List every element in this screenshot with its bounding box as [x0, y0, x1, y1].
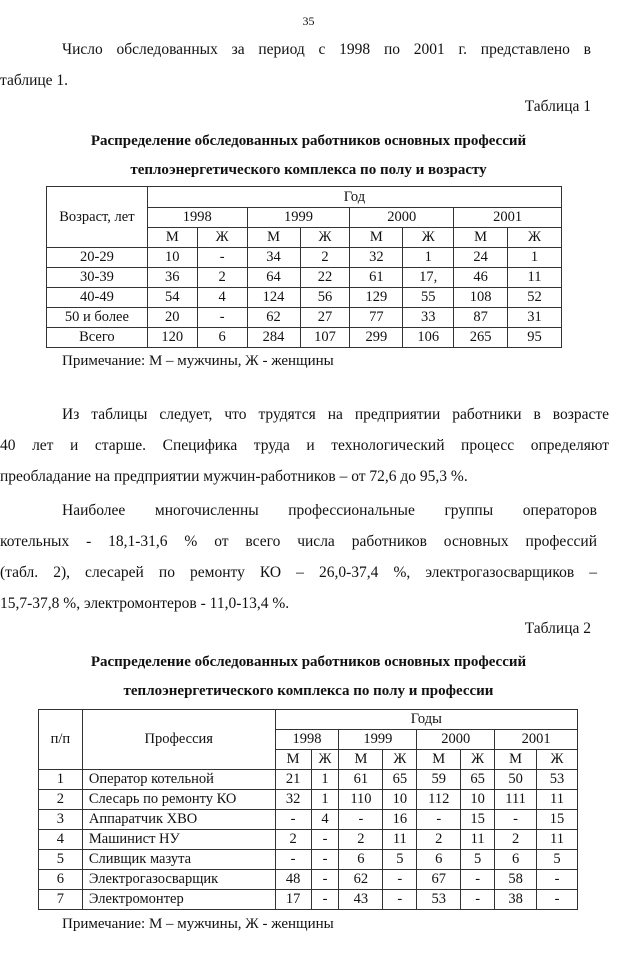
table2-cell: - [383, 890, 417, 910]
table1-row-label: 40-49 [47, 288, 148, 308]
table1-sex-header: Ж [300, 228, 350, 248]
table-row [39, 770, 578, 790]
table2-row-number: 4 [39, 830, 83, 850]
table1-sex-header: Ж [403, 228, 454, 248]
table1-cell: 61 [350, 268, 403, 288]
table2-num-header: п/п [39, 710, 83, 770]
table2-cell: - [311, 830, 339, 850]
table2-cell: 2 [275, 830, 311, 850]
table2-sex-header: Ж [537, 750, 578, 770]
table1-sex-header: М [350, 228, 403, 248]
table2-label: Таблица 2 [524, 620, 591, 637]
table2-cell: - [311, 870, 339, 890]
table1-title-line-1: Распределение обследованных работников основных профессий [90, 133, 527, 149]
table2-cell: 6 [495, 850, 537, 870]
table1-cell: 55 [403, 288, 454, 308]
table2-row-number: 3 [39, 810, 83, 830]
table1-note: Примечание: М – мужчины, Ж - женщины [62, 353, 334, 369]
table2-cell: 1 [311, 770, 339, 790]
table2-cell: 2 [417, 830, 461, 850]
table2-cell: 11 [383, 830, 417, 850]
table2-sex-header: Ж [461, 750, 495, 770]
table2-cell: 38 [495, 890, 537, 910]
table1-cell: 2 [197, 268, 247, 288]
table2-row-number: 6 [39, 870, 83, 890]
table2-year-header: 2001 [495, 730, 578, 750]
body-paragraph-2 [0, 495, 617, 619]
table2-cell: 2 [495, 830, 537, 850]
p2-line-2: котельных - 18,1-31,6 % от всего числа работников основных профессий [0, 533, 597, 550]
table1-cell: 11 [508, 268, 562, 288]
table2-row-number: 7 [39, 890, 83, 910]
table2-row-profession: Аппаратчик ХВО [82, 810, 275, 830]
table1-cell: - [197, 248, 247, 268]
table2-cell: - [275, 810, 311, 830]
table1-cell: 33 [403, 308, 454, 328]
table1-cell: 95 [508, 328, 562, 348]
table1-sex-header: М [147, 228, 197, 248]
table2-cell: - [311, 850, 339, 870]
table2-cell: 53 [417, 890, 461, 910]
table1-cell: 24 [454, 248, 508, 268]
table2-cell: 65 [461, 770, 495, 790]
table2-cell: - [417, 810, 461, 830]
table2-cell: 62 [339, 870, 383, 890]
table2-sex-header: М [417, 750, 461, 770]
table1-cell: 4 [197, 288, 247, 308]
table1-sex-header: Ж [197, 228, 247, 248]
table1-cell: 107 [300, 328, 350, 348]
table2-cell: 5 [383, 850, 417, 870]
table2-cell: 58 [495, 870, 537, 890]
table2-row-profession: Оператор котельной [82, 770, 275, 790]
table2-year-header: 1999 [339, 730, 417, 750]
table1-cell: 1 [508, 248, 562, 268]
table1-cell: 10 [147, 248, 197, 268]
table1-year-header: 2000 [350, 208, 454, 228]
table2-cell: 1 [311, 790, 339, 810]
table1-cell: - [197, 308, 247, 328]
table2-cell: 61 [339, 770, 383, 790]
intro-paragraph [0, 34, 617, 96]
table1-year-header: 2001 [454, 208, 562, 228]
table2-cell: 50 [495, 770, 537, 790]
p2-line-1: Наиболее многочисленны профессиональные группы операторов [62, 502, 597, 519]
table-row [39, 830, 578, 850]
table-row [39, 810, 578, 830]
table2-sex-header: М [275, 750, 311, 770]
table2-cell: 67 [417, 870, 461, 890]
table1-cell: 265 [454, 328, 508, 348]
table1-year-header: 1999 [247, 208, 350, 228]
table-row [39, 850, 578, 870]
table2-note: Примечание: М – мужчины, Ж - женщины [62, 916, 334, 932]
table2 [38, 709, 578, 910]
table2-cell: 32 [275, 790, 311, 810]
table2-cell: 21 [275, 770, 311, 790]
table1-cell: 17, [403, 268, 454, 288]
table1-title-line-2: теплоэнергетического комплекса по полу и возрасту [130, 162, 487, 178]
table1-row-label: 20-29 [47, 248, 148, 268]
table1-cell: 108 [454, 288, 508, 308]
table2-year-header: 2000 [417, 730, 495, 750]
table2-profession-header: Профессия [82, 710, 275, 770]
table2-cell: 11 [537, 830, 578, 850]
table2-cell: 10 [461, 790, 495, 810]
table1-cell: 106 [403, 328, 454, 348]
table1-cell: 64 [247, 268, 300, 288]
table1-cell: 1 [403, 248, 454, 268]
table1-cell: 46 [454, 268, 508, 288]
table1-title [0, 127, 617, 185]
table2-group-header: Годы [275, 710, 577, 730]
table1-row-label: 50 и более [47, 308, 148, 328]
table2-row-profession: Слесарь по ремонту КО [82, 790, 275, 810]
table2-cell: - [275, 850, 311, 870]
table1-cell: 34 [247, 248, 300, 268]
table1-sex-header: М [454, 228, 508, 248]
p1-line-3: преобладание на предприятии мужчин-работников – от 72,6 до 95,3 %. [0, 468, 468, 485]
page-number: 35 [302, 14, 315, 28]
table1-cell: 6 [197, 328, 247, 348]
p2-line-4: 15,7-37,8 %, электромонтеров - 11,0-13,4 %. [0, 595, 290, 612]
table-row [47, 308, 562, 328]
table1-cell: 27 [300, 308, 350, 328]
table2-sex-header: Ж [383, 750, 417, 770]
table2-year-header: 1998 [275, 730, 339, 750]
table1-row-label: 30-39 [47, 268, 148, 288]
table1-group-header: Год [147, 187, 561, 208]
table1-cell: 22 [300, 268, 350, 288]
p1-line-2: 40 лет и старше. Специфика труда и технологический процесс определяют [0, 437, 609, 454]
table2-cell: - [495, 810, 537, 830]
body-paragraph-1 [0, 399, 617, 492]
table2-cell: 11 [537, 790, 578, 810]
table2-cell: 48 [275, 870, 311, 890]
table-row [47, 248, 562, 268]
table2-cell: - [311, 890, 339, 910]
table1-sex-header: Ж [508, 228, 562, 248]
table2-cell: - [537, 890, 578, 910]
table2-row-profession: Сливщик мазута [82, 850, 275, 870]
table1-cell: 124 [247, 288, 300, 308]
table2-cell: - [383, 870, 417, 890]
table1-cell: 52 [508, 288, 562, 308]
table2-cell: 15 [461, 810, 495, 830]
table2-cell: 53 [537, 770, 578, 790]
table2-cell: 6 [417, 850, 461, 870]
table2-cell: 112 [417, 790, 461, 810]
table2-row-profession: Машинист НУ [82, 830, 275, 850]
table2-cell: - [339, 810, 383, 830]
table2-cell: 15 [537, 810, 578, 830]
table2-cell: 111 [495, 790, 537, 810]
intro-line-1: Число обследованных за период с 1998 по 2001 г. представлено в [62, 41, 591, 58]
table1-cell: 299 [350, 328, 403, 348]
table-row [39, 890, 578, 910]
table2-row-profession: Электрогазосварщик [82, 870, 275, 890]
table1-cell: 32 [350, 248, 403, 268]
table2-cell: 65 [383, 770, 417, 790]
intro-line-2: таблице 1. [0, 72, 69, 89]
table2-cell: 43 [339, 890, 383, 910]
table2-sex-header: М [495, 750, 537, 770]
table1-cell: 284 [247, 328, 300, 348]
table1 [46, 186, 562, 348]
table2-sex-header: Ж [311, 750, 339, 770]
table1-cell: 31 [508, 308, 562, 328]
table1-sex-header: М [247, 228, 300, 248]
table-row [47, 328, 562, 348]
table1-cell: 62 [247, 308, 300, 328]
table1-cell: 87 [454, 308, 508, 328]
table2-cell: 11 [461, 830, 495, 850]
table1-cell: 36 [147, 268, 197, 288]
table2-cell: 10 [383, 790, 417, 810]
table1-corner-header: Возраст, лет [47, 187, 148, 248]
table1-row-label: Всего [47, 328, 148, 348]
table2-cell: - [461, 890, 495, 910]
table2-sex-header: М [339, 750, 383, 770]
table2-cell: - [461, 870, 495, 890]
table-row [47, 288, 562, 308]
table2-cell: 4 [311, 810, 339, 830]
table1-label: Таблица 1 [524, 98, 591, 115]
table2-cell: 5 [461, 850, 495, 870]
table-row [47, 268, 562, 288]
p1-line-1: Из таблицы следует, что трудятся на предприятии работники в возрасте [62, 406, 609, 423]
table-row [39, 790, 578, 810]
table-row [39, 870, 578, 890]
table2-cell: 5 [537, 850, 578, 870]
table2-cell: 2 [339, 830, 383, 850]
p2-line-3: (табл. 2), слесарей по ремонту КО – 26,0-37,4 %, электрогазосварщиков – [0, 564, 597, 581]
table2-title-line-1: Распределение обследованных работников основных профессий [90, 654, 527, 670]
table1-cell: 129 [350, 288, 403, 308]
table2-title-line-2: теплоэнергетического комплекса по полу и профессии [123, 683, 494, 699]
table1-cell: 54 [147, 288, 197, 308]
table1-cell: 120 [147, 328, 197, 348]
table2-title [0, 648, 617, 706]
table2-cell: 17 [275, 890, 311, 910]
table2-row-number: 5 [39, 850, 83, 870]
table2-cell: - [537, 870, 578, 890]
table1-cell: 20 [147, 308, 197, 328]
table2-cell: 59 [417, 770, 461, 790]
table2-cell: 16 [383, 810, 417, 830]
table2-cell: 110 [339, 790, 383, 810]
table1-cell: 56 [300, 288, 350, 308]
table2-row-number: 2 [39, 790, 83, 810]
table1-cell: 2 [300, 248, 350, 268]
table1-year-header: 1998 [147, 208, 247, 228]
table2-cell: 6 [339, 850, 383, 870]
table1-cell: 77 [350, 308, 403, 328]
table2-row-profession: Электромонтер [82, 890, 275, 910]
table2-row-number: 1 [39, 770, 83, 790]
